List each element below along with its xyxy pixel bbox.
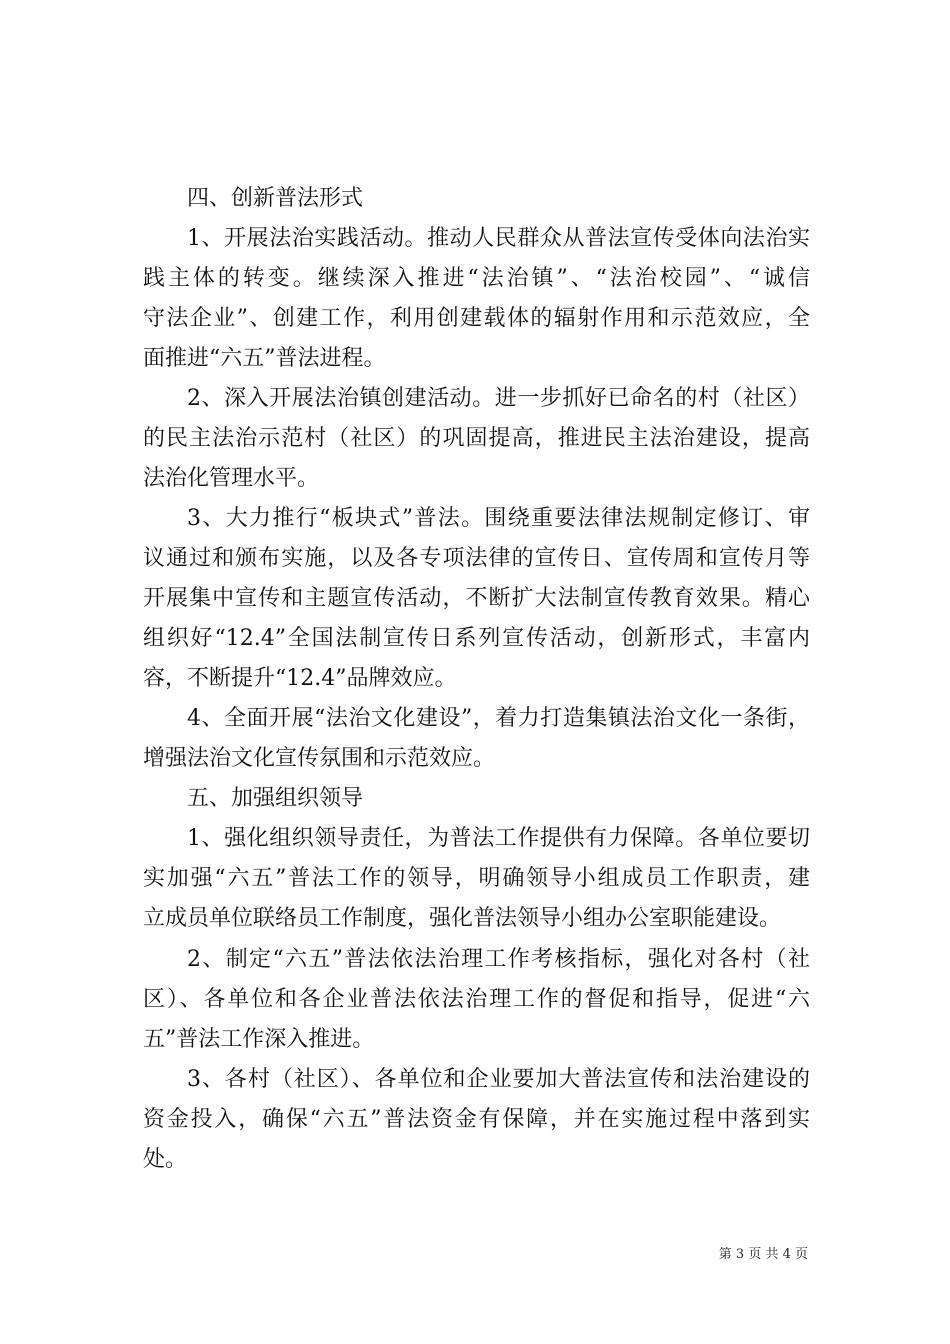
paragraph-line: 1、开展法治实践活动。推动人民群众从普法宣传受体向法治实 bbox=[187, 226, 810, 251]
paragraph-line: 议通过和颁布实施，以及各专项法律的宣传日、宣传周和宣传月等 bbox=[143, 546, 810, 571]
paragraph-line: 开展集中宣传和主题宣传活动，不断扩大法制宣传教育效果。精心 bbox=[143, 586, 810, 611]
paragraph-line: 1、强化组织领导责任，为普法工作提供有力保障。各单位要切 bbox=[187, 826, 810, 851]
section-heading-5: 五、加强组织领导 bbox=[187, 786, 364, 811]
paragraph-line: 践主体的转变。继续深入推进“法治镇”、“法治校园”、“诚信 bbox=[143, 266, 810, 291]
paragraph-line: 五”普法工作深入推进。 bbox=[143, 1027, 375, 1052]
paragraph-line: 守法企业”、创建工作，利用创建载体的辐射作用和示范效应，全 bbox=[143, 306, 810, 331]
paragraph-line: 2、制定“六五”普法依法治理工作考核指标，强化对各村（社 bbox=[187, 947, 810, 972]
paragraph-line: 立成员单位联络员工作制度，强化普法领导小组办公室职能建设。 bbox=[143, 906, 782, 931]
paragraph-line: 3、大力推行“板块式”普法。围绕重要法律法规制定修订、审 bbox=[187, 506, 810, 531]
paragraph-line: 3、各村（社区）、各单位和企业要加大普法宣传和法治建设的 bbox=[187, 1067, 810, 1092]
page-number-footer: 第 3 页 共 4 页 bbox=[718, 1247, 808, 1262]
paragraph-line: 增强法治文化宣传氛围和示范效应。 bbox=[143, 746, 496, 771]
paragraph-line: 的民主法治示范村（社区）的巩固提高，推进民主法治建设，提高 bbox=[143, 426, 810, 451]
paragraph-line: 区）、各单位和各企业普法依法治理工作的督促和指导，促进“六 bbox=[143, 987, 810, 1012]
paragraph-line: 组织好“12.4”全国法制宣传日系列宣传活动，创新形式，丰富内 bbox=[143, 626, 810, 651]
paragraph-line: 处。 bbox=[143, 1147, 188, 1172]
body-text-block-2 bbox=[143, 940, 810, 1180]
paragraph-line: 实加强“六五”普法工作的领导，明确领导小组成员工作职责，建 bbox=[143, 866, 810, 891]
paragraph-line: 4、全面开展“法治文化建设”，着力打造集镇法治文化一条街， bbox=[187, 706, 810, 731]
body-text-block-1 bbox=[143, 179, 810, 939]
section-heading-4: 四、创新普法形式 bbox=[187, 186, 364, 211]
paragraph-line: 面推进“六五”普法进程。 bbox=[143, 346, 386, 371]
paragraph-line: 法治化管理水平。 bbox=[143, 466, 320, 491]
paragraph-line: 资金投入，确保“六五”普法资金有保障，并在实施过程中落到实 bbox=[143, 1107, 810, 1132]
paragraph-line: 容，不断提升“12.4”品牌效应。 bbox=[143, 666, 457, 691]
paragraph-line: 2、深入开展法治镇创建活动。进一步抓好已命名的村（社区） bbox=[187, 386, 810, 411]
